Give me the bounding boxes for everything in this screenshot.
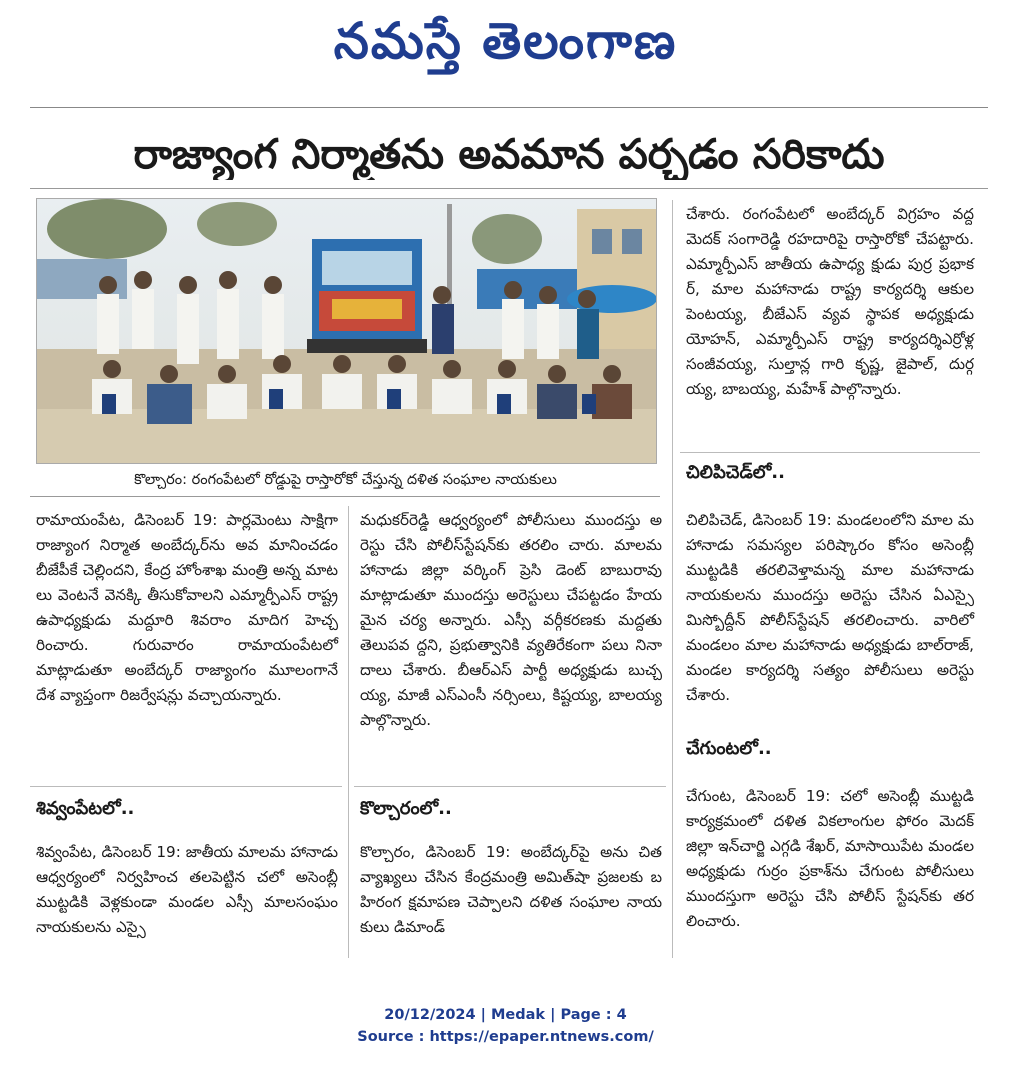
masthead-divider — [30, 107, 988, 108]
paragraph-text: చేశారు. రంగంపేటలో అంబేద్కర్ విగ్రహం వద్ద మెదక్ సంగారెడ్డి రహదారిపై రాస్తారోకో చేపట్టారు. ఎమ్మార్పీఎస్ జాతీయ ఉపాధ్య క్షుడు పుర్ర ప్రభాకర్, మాల మహానాడు రాష్ట్ర కార్యదర్శి ఆకుల పెంటయ్య, బీజేఎస్ వ్యవ స్థాపక అధ్యక్షుడు యోహన్, ఎమ్మార్పీఎస్ రాష్ట్ర కార్యదర్శిఎర్రోళ్ల సంజీవయ్య, సుల్తాన్ల గారి కృష్ణ, జైపాల్, దుర్గయ్య, బాబయ్య, మహేశ్ పాల్గొన్నారు. — [686, 205, 974, 398]
column-2-paragraph-1 — [360, 508, 662, 733]
subheading-chilipched: చిలిపిచెడ్‌లో.. — [686, 462, 785, 483]
paragraph-text: చేగుంట, డిసెంబర్ 19: చలో అసెంబ్లీ ముట్టడి కార్యక్రమంలో దళిత వికలాంగుల ఫోరం మెదక్ జిల్లా ఇన్‌చార్జి ఎగ్గడి శేఖర్, మాసాయిపేట మండల అధ్యక్షుడు గుర్రం ప్రకాశ్‌ను చేగుంట పోలీసులు ముందస్తుగా అరెస్టు చేసి పోలీస్ స్టేషన్‌కు తరలించారు. — [686, 787, 974, 930]
paragraph-text: చిలిపిచెడ్, డిసెంబర్ 19: మండలంలోని మాల మహానాడు సమస్యల పరిష్కారం కోసం అసెంబ్లీ ముట్టడికి తరలివెళ్తామన్న మాల మహానాడు నాయకులను ముందస్తు అరెస్టు చేసిన ఏఎస్సై మిస్బోద్దీన్ పోలీస్‌స్టేషన్ తరలించారు. వారిలో మండలం మాల మహానాడు అధ్యక్షుడు బాల్‌రాజ్, మండల కార్యదర్శి సత్యం పోలీసులు అరెస్టు చేశారు. — [686, 511, 974, 704]
subheading-kolcharam: కొల్చారంలో.. — [360, 798, 452, 819]
column-3-paragraph-2 — [686, 508, 974, 708]
caption-divider — [30, 496, 660, 497]
section-rule — [680, 452, 980, 453]
paragraph-text: శివ్వంపేట, డిసెంబర్ 19: జాతీయ మాలమ హానాడు ఆధ్వర్యంలో నిర్వహించ తలపెట్టిన చలో అసెంబ్లీ ముట్టడికి వెళ్లకుండా మండల ఎస్సీ మాలసంఘం నాయకులను ఎస్సై — [36, 843, 338, 936]
photo-caption: కొల్చారం: రంగంపేటలో రోడ్డుపై రాస్తారోకో చేస్తున్న దళిత సంఘాల నాయకులు — [134, 472, 557, 488]
column-1-paragraph-1 — [36, 508, 338, 708]
footer-date-edition: 20/12/2024 | Medak | Page : 4 — [384, 1007, 627, 1023]
column-rule-1 — [348, 506, 349, 958]
column-2-paragraph-2 — [360, 840, 662, 940]
section-rule — [30, 786, 342, 787]
footer-source-link[interactable]: Source : https://epaper.ntnews.com/ — [357, 1029, 654, 1045]
column-3-paragraph-1 — [686, 202, 974, 402]
column-1-paragraph-2 — [36, 840, 338, 940]
column-rule-2 — [672, 200, 673, 958]
article-headline: రాజ్యాంగ నిర్మాతను అవమాన పర్చడం సరికాదు — [133, 130, 885, 178]
paragraph-text: కొల్చారం, డిసెంబర్ 19: అంబేద్కర్‌పై అను చిత వ్యాఖ్యలు చేసిన కేంద్రమంత్రి అమిత్‌షా ప్రజలకు బహిరంగ క్షమాపణ చెప్పాలని దళిత సంఘాల నాయకులు డిమాండ్ — [360, 843, 662, 936]
subheading-shivampet: శివ్వంపేటలో.. — [36, 798, 135, 819]
column-3-paragraph-3 — [686, 784, 974, 934]
paragraph-text: రామాయంపేట, డిసెంబర్ 19: పార్లమెంటు సాక్షిగా రాజ్యాంగ నిర్మాత అంబేద్కర్‌ను అవ మానించడం బీజేపీకే చెల్లిందని, కేంద్ర హోంశాఖ మంత్రి అన్న మాటలు వెంటనే వెనక్కి తీసుకోవాలని ఎమ్మార్పీఎస్ రాష్ట్ర ఉపాధ్యక్షుడు మద్దూరి శివరాం మాదిగ హెచ్చ రించారు. గురువారం రామాయంపేటలో మాట్లాడుతూ అంబేద్కర్ రాజ్యాంగం మూలంగానే దేశ వ్యాప్తంగా రిజర్వేషన్లు వచ్చాయన్నారు. — [36, 511, 338, 704]
headline-divider — [30, 188, 988, 189]
subheading-chegunta: చేగుంటలో.. — [686, 738, 772, 759]
newspaper-masthead — [0, 6, 1011, 76]
paragraph-text: మధుకర్‌రెడ్డి ఆధ్వర్యంలో పోలీసులు ముందస్తు అరెస్టు చేసి పోలీస్‌స్టేషన్‌కు తరలిం చారు. మాలమహానాడు జిల్లా వర్కింగ్ ప్రెసి డెంట్ బాబురావు మాట్లాడుతూ ముందస్తు అరెస్టులు చేపట్టడం హేయమైన చర్య అన్నారు. ఎస్సీ వర్గీకరణకు మద్దతు తెలుపవ ద్దని, ప్రభుత్వానికి వ్యతిరేకంగా పలు నినా దాలు చేశారు. బీఆర్‌ఎస్ పార్టీ అధ్యక్షుడు బుచ్చయ్య, మాజీ ఎస్‌ఎంసీ నర్సింలు, కిష్టయ్య, బాలయ్య పాల్గొన్నారు. — [360, 511, 662, 729]
masthead-title: నమస్తే తెలంగాణ — [333, 11, 678, 70]
protest-photo-illustration — [37, 199, 656, 463]
section-rule — [354, 786, 666, 787]
news-photo — [36, 198, 657, 464]
